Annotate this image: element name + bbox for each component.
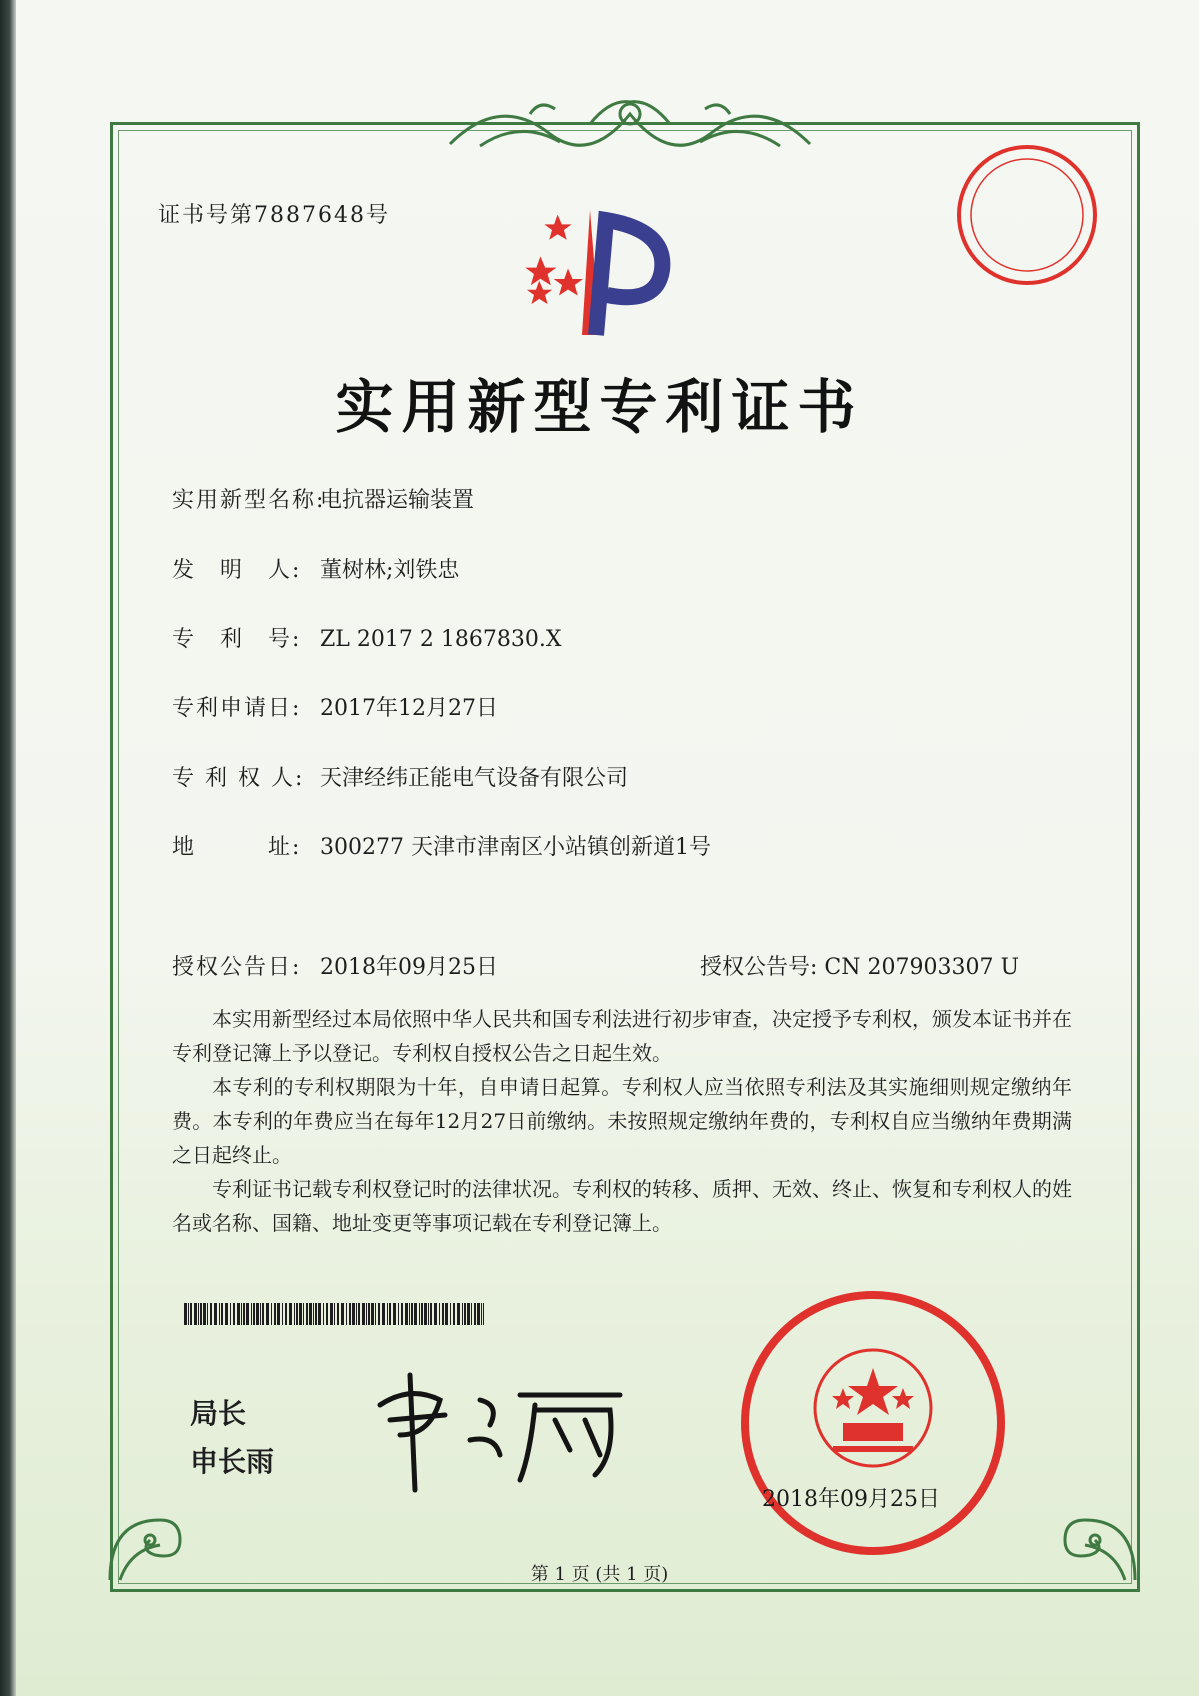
field-value: 300277 天津市津南区小站镇创新道1号 [320,835,711,860]
signature-icon [370,1365,630,1495]
paragraph: 本实用新型经过本局依照中华人民共和国专利法进行初步审查，决定授予专利权，颁发本证书并在专利登记簿上予以登记。专利权自授权公告之日起生效。 [172,1007,1072,1065]
field-label: 专利申请日: [172,696,302,721]
page-number: 第 1 页 (共 1 页) [530,1564,669,1585]
issue-date: 2018年09月25日 [762,1487,940,1512]
paragraph: 专利证书记载专利权登记时的法律状况。专利权的转移、质押、无效、终止、恢复和专利权人的姓名或名称、国籍、地址变更等事项记载在专利登记簿上。 [172,1177,1072,1235]
field-label: 实用新型名称: [172,488,326,513]
field-label: 地 址: [172,835,302,860]
director-title: 局长 [190,1397,247,1430]
field-grant-date [172,950,498,981]
book-spine [0,0,16,1696]
field-value: 电抗器运输装置 [320,488,475,513]
field-value: 天津经纬正能电气设备有限公司 [320,766,629,791]
top-ornament-icon [440,84,820,164]
field-application-date [172,691,498,722]
tax-seal-icon [952,140,1102,290]
document-title: 实用新型专利证书 [335,373,864,441]
field-inventors [172,553,459,584]
field-label: 授权公告号: [700,955,818,980]
field-value: 2018年09月25日 [320,955,498,980]
field-value: ZL 2017 2 1867830.X [320,627,562,652]
field-label: 授权公告日: [172,955,302,980]
field-value: CN 207903307 U [824,955,1020,980]
field-label: 发 明 人: [172,558,302,583]
field-label: 专 利 权 人: [172,766,305,791]
field-value: 董树林;刘铁忠 [320,558,460,583]
field-label: 专 利 号: [172,627,302,652]
field-utility-model-name [172,483,474,514]
field-address [172,830,711,861]
patent-office-emblem-icon [522,200,722,340]
field-patent-number [172,622,562,653]
cnipa-seal-icon [738,1288,1008,1558]
certificate-body [172,1002,1072,1240]
field-patentee [172,761,628,792]
barcode-icon [184,1303,484,1325]
certificate-number: 证书号第7887648号 [158,203,390,228]
director-name: 申长雨 [190,1445,275,1478]
field-announcement-number [700,950,1019,981]
paragraph: 本专利的专利权期限为十年，自申请日起算。专利权人应当依照专利法及其实施细则规定缴纳年费。本专利的年费应当在每年12月27日前缴纳。未按照规定缴纳年费的，专利权自应当缴纳年费期满之日起终止。 [172,1075,1072,1167]
field-value: 2017年12月27日 [320,696,498,721]
